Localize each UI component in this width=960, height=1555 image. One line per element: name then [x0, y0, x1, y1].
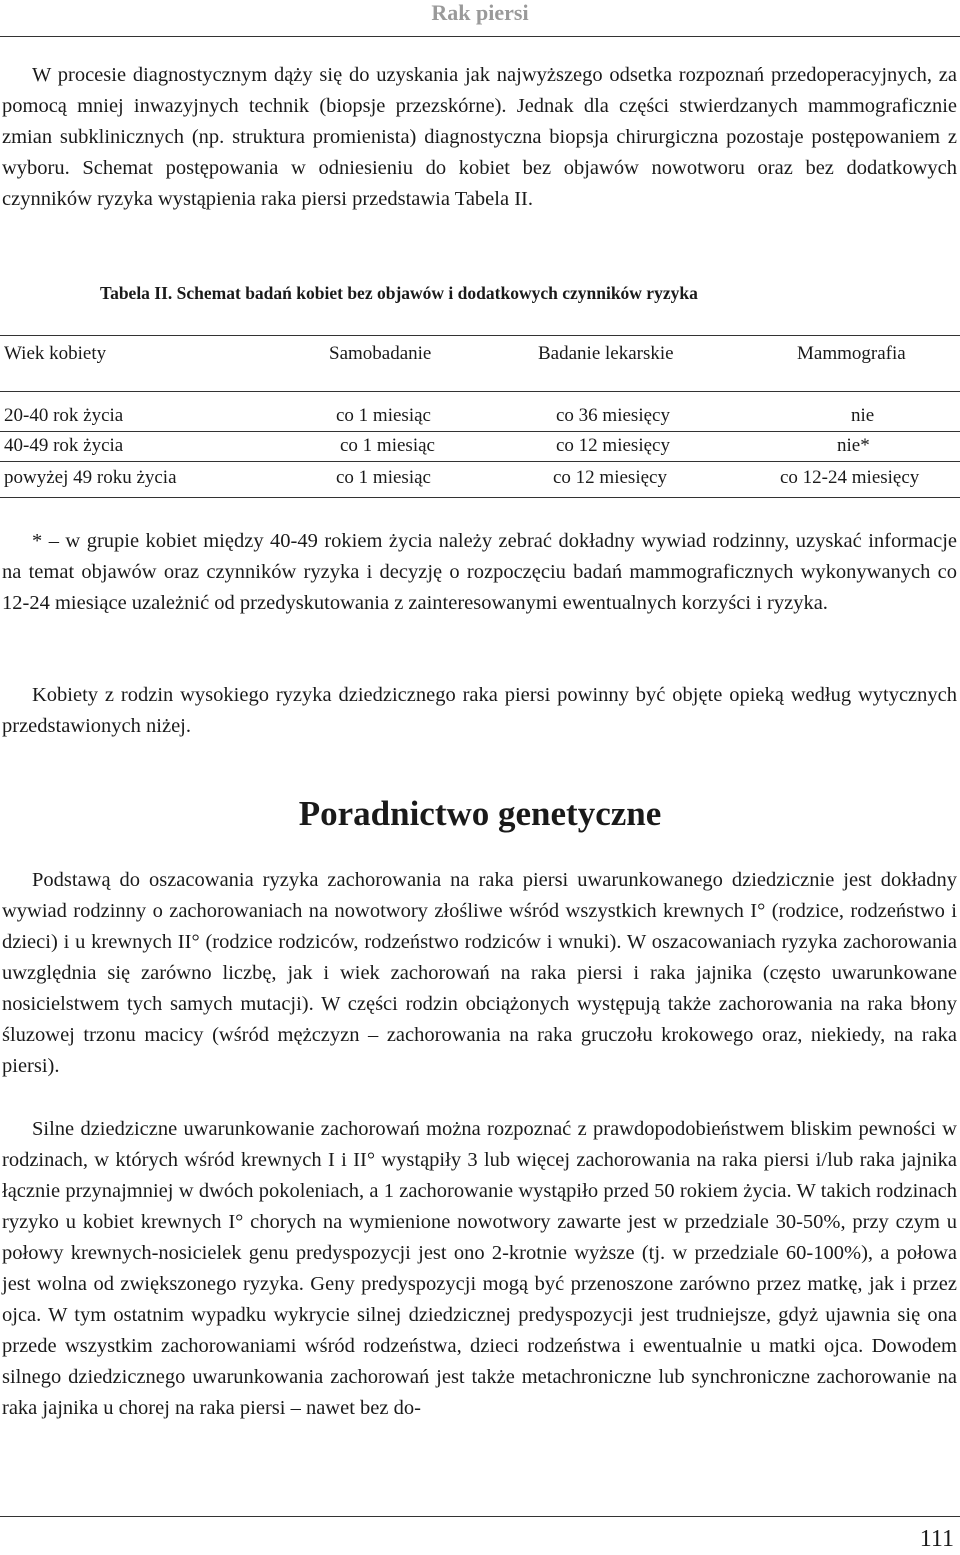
- cell-age: 20-40 rok życia: [4, 405, 124, 426]
- table-caption: Tabela II. Schemat badań kobiet bez objawów i dodatkowych czynników ryzyka: [100, 283, 698, 303]
- cell-self-exam: co 1 miesiąc: [340, 435, 435, 456]
- cell-age: 40-49 rok życia: [4, 435, 124, 456]
- section-paragraph: Silne dziedziczne uwarunkowanie zachorowań można rozpoznać z prawdopodobieństwem bliskim pewności w rodzinach, w których wśród krewnych I i II° wystąpiły 3 lub więcej zachorowania na raka piersi i/lub raka jajnika łącznie przynajmniej w dwóch pokoleniach, a 1 zachorowanie wystąpiło przed 50 rokiem życia. W takich rodzinach ryzyko u kobiet krewnych I° chorych na wymienione nowotwory zawarte jest w przedziale 30-50%, przy czym u połowy krewnych-nosicielek genu predyspozycji jest ono 2-krotnie wyższe (tj. w przedziale 60-100%), a połowa jest wolna od zwiększonego ryzyka. Geny predyspozycji mogą być przenoszone zarówno przez matkę, jak i przez ojca. W tym ostatnim wypadku wykrycie silnej dziedzicznej predyspozycji jest trudniejsze, gdyż ujawnia się ona przede wszystkim zachorowaniami wśród rodzeństwa, dzieci rodzeństwa i ewentualnie u matki ojca. Dowodem silnego dziedzicznego uwarunkowania zachorowań jest także metachroniczne lub synchroniczne zachorowanie na raka jajnika u chorej na raka piersi – nawet bez do-: [2, 1118, 957, 1419]
- cell-age: powyżej 49 roku życia: [4, 467, 177, 488]
- page-number: 111: [919, 1526, 954, 1552]
- cell-clinical-exam: co 12 miesięcy: [553, 467, 667, 488]
- table-header-rule: [0, 391, 960, 392]
- cell-mammography: nie: [851, 405, 875, 426]
- section-heading: Poradnictwo genetyczne: [298, 794, 662, 833]
- intro-paragraph: W procesie diagnostycznym dąży się do uzyskania jak najwyższego odsetka rozpoznań przedoperacyjnych, za pomocą mniej inwazyjnych technik (biopsje przezskórne). Jednak dla części stwierdzanych mammograficznie zmian subklinicznych (np. struktura promienista) diagnostyczna biopsja chirurgiczna pozostaje postępowaniem z wyboru. Schemat postępowania w odniesieniu do kobiet bez objawów nowotworu oraz bez dodatkowych czynników ryzyka wystąpienia raka piersi przedstawia Tabela II.: [2, 64, 957, 210]
- header-cell-clinical-exam: Badanie lekarskie: [538, 343, 674, 364]
- cell-mammography: nie*: [837, 435, 870, 456]
- cell-self-exam: co 1 miesiąc: [336, 467, 431, 488]
- table-top-rule: [0, 335, 960, 336]
- header-cell-mammography: Mammografia: [797, 343, 906, 364]
- cell-clinical-exam: co 12 miesięcy: [556, 435, 670, 456]
- cell-mammography: co 12-24 miesięcy: [780, 467, 920, 488]
- cell-self-exam: co 1 miesiąc: [336, 405, 431, 426]
- header-cell-self-exam: Samobadanie: [329, 343, 432, 364]
- cell-clinical-exam: co 36 miesięcy: [556, 405, 670, 426]
- running-header: Rak piersi: [431, 0, 529, 25]
- footer-rule: [0, 1516, 960, 1517]
- header-rule: [0, 36, 960, 37]
- table-row-rule: [0, 461, 960, 462]
- table-row-rule: [0, 431, 960, 432]
- table-bottom-rule: [0, 497, 960, 498]
- section-paragraph: Podstawą do oszacowania ryzyka zachorowania na raka piersi uwarunkowanego dziedzicznie jest dokładny wywiad rodzinny o zachorowaniach na nowotwory złośliwe wśród wszystkich krewnych I° (rodzice, rodzeństwo i dzieci) i u krewnych II° (rodzice rodziców, rodzeństwo rodziców i wnuki). W oszacowaniach ryzyka zachorowania uwzględnia się zarówno liczbę, jak i wiek zachorowań na raka piersi i raka jajnika (często uwarunkowane nosicielstwem tych samych mutacji). W części rodzin obciążonych występują także zachorowania na raka błony śluzowej trzonu macicy (wśród mężczyzn – zachorowania na raka gruczołu krokowego oraz, niekiedy, na raka piersi).: [2, 869, 957, 1077]
- header-cell-age: Wiek kobiety: [4, 343, 107, 364]
- table-footnote: * – w grupie kobiet między 40-49 rokiem życia należy zebrać dokładny wywiad rodzinny, uzyskać informacje na temat objawów oraz czynników ryzyka i decyzję o rozpoczęciu badań mammograficznych wykonywanych co 12-24 miesiące uzależnić od przedyskutowania z zainteresowanymi ewentualnych korzyści i ryzyka.: [2, 530, 957, 614]
- high-risk-note: Kobiety z rodzin wysokiego ryzyka dziedzicznego raka piersi powinny być objęte opieką według wytycznych przedstawionych niżej.: [2, 684, 957, 737]
